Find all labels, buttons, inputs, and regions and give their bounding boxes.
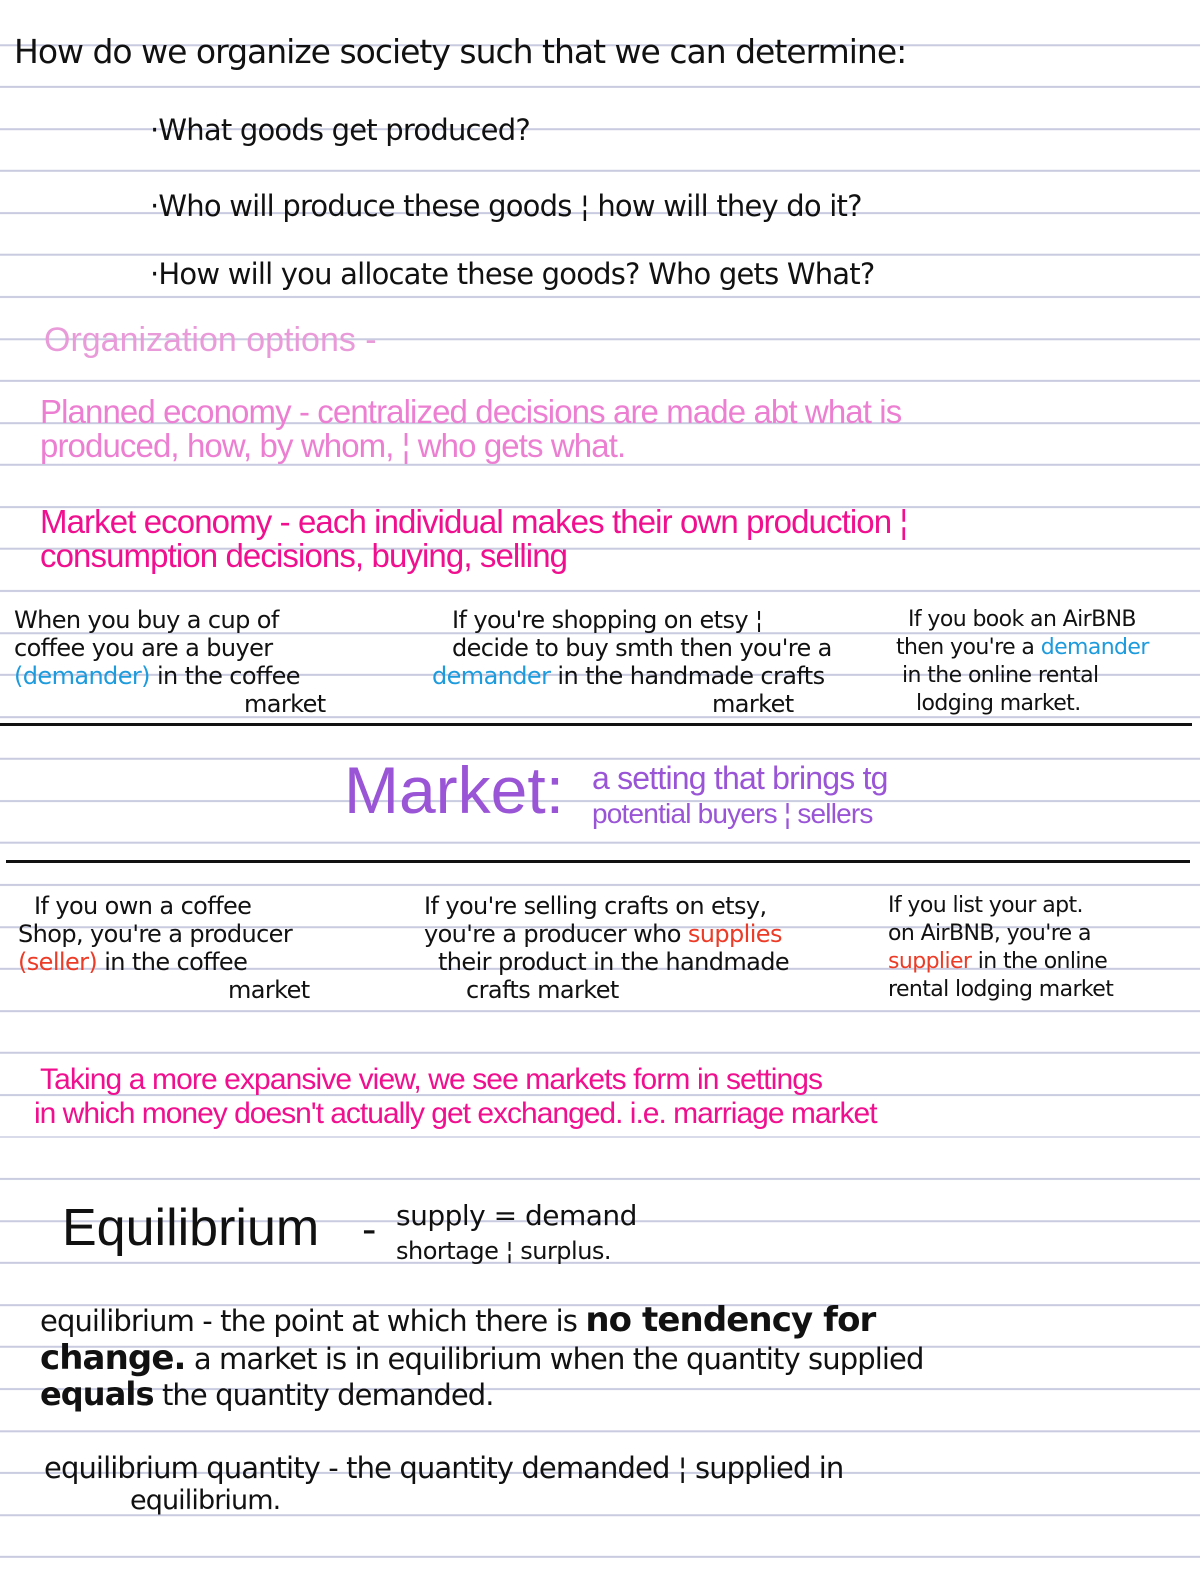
buyer-coffee-note — [14, 606, 326, 718]
note-line: coffee you are a buyer — [14, 634, 273, 662]
market-definition-line1: a setting that brings tg — [592, 760, 888, 796]
equilibrium-definition-line3 — [40, 1376, 494, 1413]
supplier-highlight: supplier — [888, 949, 972, 974]
divider-bottom — [6, 860, 1190, 863]
note-line: When you buy a cup of — [14, 606, 279, 634]
seller-etsy-note — [424, 892, 789, 1004]
note-line — [14, 662, 326, 690]
expansive-view-line2: in which money doesn't actually get exchanged. i.e. marriage market — [34, 1097, 877, 1130]
seller-airbnb-note — [888, 892, 1113, 1004]
demander-highlight: demander — [432, 662, 551, 690]
demander-highlight: (demander) — [14, 662, 150, 690]
bullet-who-produce: ·Who will produce these goods ¦ how will they do it? — [150, 189, 862, 223]
bullet-allocate: ·How will you allocate these goods? Who gets What? — [150, 257, 875, 291]
note-line: in the online rental — [902, 663, 1099, 688]
seller-highlight: (seller) — [18, 948, 98, 976]
equilibrium-definition-line1 — [40, 1302, 875, 1339]
note-line: crafts market — [466, 976, 619, 1004]
note-text: you're a producer who — [424, 920, 681, 948]
definition-emphasis: no tendency for — [585, 1300, 876, 1340]
note-line: If you book an AirBNB — [908, 607, 1136, 632]
definition-emphasis: equals — [40, 1375, 154, 1413]
note-line — [424, 920, 789, 948]
options-heading: Organization options - — [44, 321, 377, 359]
note-line: If you're selling crafts on etsy, — [424, 892, 767, 920]
note-line: If you list your apt. — [888, 893, 1083, 918]
equilibrium-definition-line2 — [40, 1340, 924, 1377]
seller-coffee-note — [18, 892, 310, 1004]
note-line: If you own a coffee — [34, 892, 252, 920]
note-line: their product in the handmade — [438, 948, 790, 976]
note-line — [18, 948, 310, 976]
market-definition-word: Market: — [344, 753, 565, 827]
note-text: in the handmade crafts — [557, 662, 825, 690]
equilibrium-dash: - — [362, 1207, 377, 1253]
market-definition-line2: potential buyers ¦ sellers — [592, 798, 873, 829]
note-line — [896, 634, 1149, 662]
note-line: market — [228, 976, 310, 1004]
demander-highlight: demander — [1040, 635, 1149, 660]
note-line: lodging market. — [916, 691, 1081, 716]
divider-top — [0, 723, 1192, 726]
planned-economy-line1: Planned economy - centralized decisions are made abt what is — [40, 393, 902, 430]
note-line: If you're shopping on etsy ¦ — [452, 606, 763, 634]
definition-text: the quantity demanded. — [161, 1378, 494, 1412]
expansive-view-line1: Taking a more expansive view, we see markets form in settings — [40, 1063, 823, 1096]
intro-question: How do we organize society such that we can determine: — [14, 32, 907, 71]
note-text: in the coffee — [156, 662, 300, 690]
supplies-highlight: supplies — [687, 920, 782, 948]
equilibrium-title: Equilibrium — [62, 1199, 320, 1257]
note-text: in the coffee — [104, 948, 248, 976]
note-text: then you're a — [896, 635, 1035, 660]
buyer-etsy-note — [432, 606, 832, 718]
note-line — [432, 662, 832, 690]
definition-text: equilibrium - the point at which there is — [40, 1304, 577, 1338]
note-line: market — [244, 690, 326, 718]
definition-text: a market is in equilibrium when the quantity supplied — [193, 1342, 924, 1376]
planned-economy-line2: produced, how, by whom, ¦ who gets what. — [40, 427, 626, 464]
definition-emphasis: change. — [40, 1338, 186, 1378]
note-line: market — [712, 690, 794, 718]
note-line: Shop, you're a producer — [18, 920, 293, 948]
market-economy-line2: consumption decisions, buying, selling — [40, 537, 568, 574]
equilibrium-quantity-line1: equilibrium quantity - the quantity demanded ¦ supplied in — [44, 1451, 844, 1485]
note-text: in the online — [977, 949, 1108, 974]
bullet-what-goods: ·What goods get produced? — [150, 113, 530, 147]
market-economy-line1: Market economy - each individual makes their own production ¦ — [40, 503, 908, 540]
equilibrium-supply-demand: supply = demand — [396, 1199, 637, 1232]
note-line: decide to buy smth then you're a — [452, 634, 832, 662]
note-line: on AirBNB, you're a — [888, 921, 1091, 946]
note-line — [888, 948, 1113, 976]
note-line: rental lodging market — [888, 977, 1114, 1002]
equilibrium-shortage-surplus: shortage ¦ surplus. — [396, 1237, 612, 1265]
equilibrium-quantity-line2: equilibrium. — [130, 1485, 281, 1516]
buyer-airbnb-note — [896, 606, 1149, 718]
